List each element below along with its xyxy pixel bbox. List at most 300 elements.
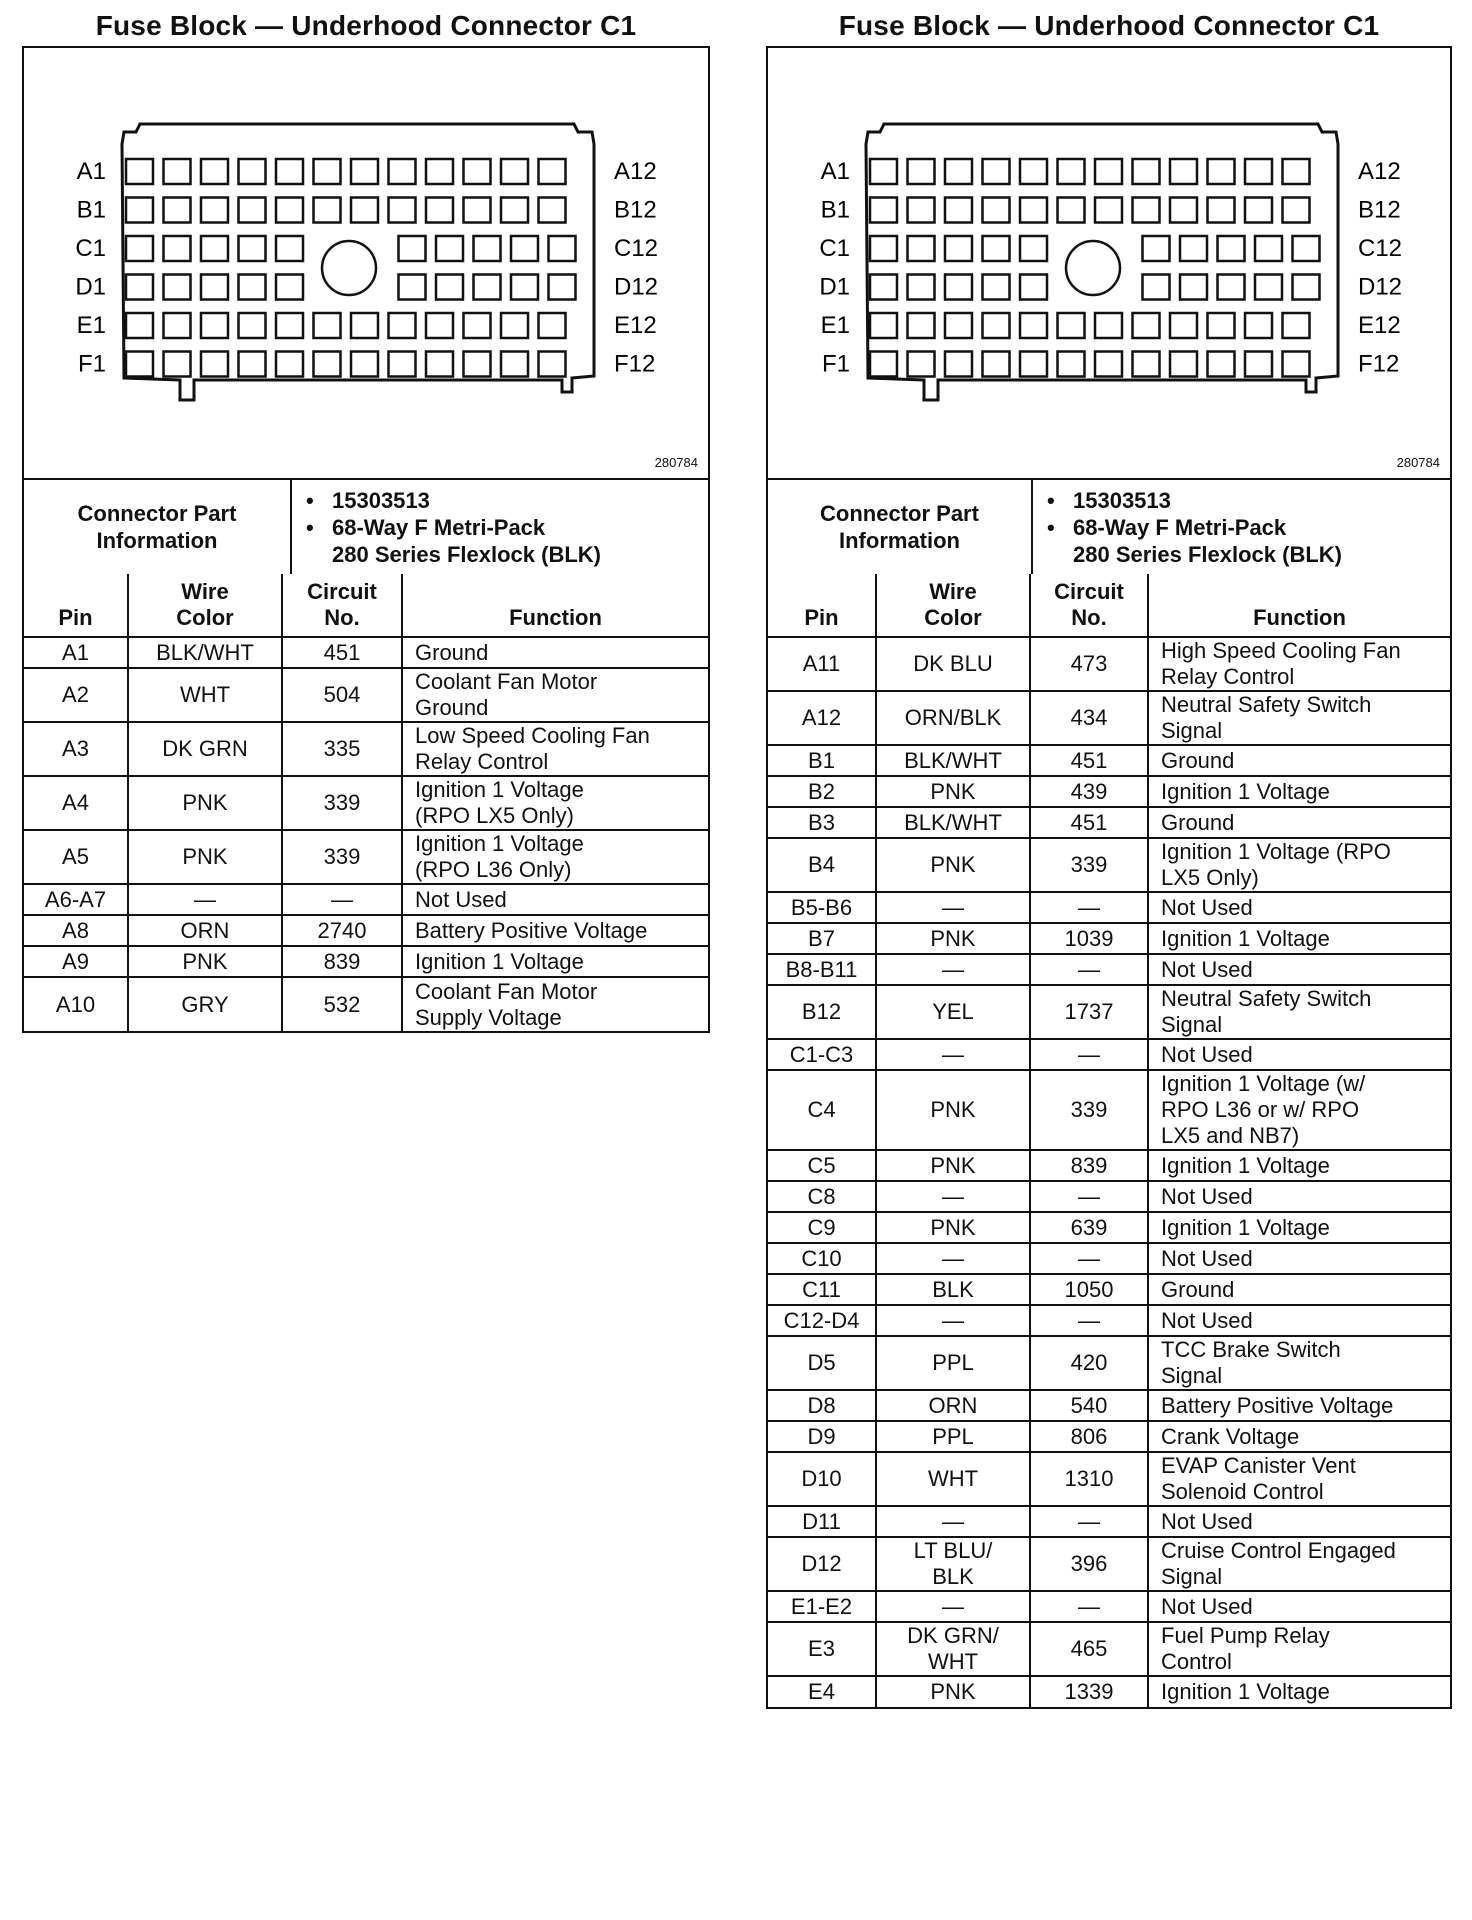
circuit-no-cell: 532 xyxy=(282,977,402,1031)
pin-cavity xyxy=(1095,198,1122,223)
row-label-left: B1 xyxy=(820,196,850,224)
pin-cavity xyxy=(426,313,453,338)
function-cell: Coolant Fan Motor Supply Voltage xyxy=(402,977,708,1031)
pin-cavity xyxy=(983,275,1010,300)
pin-cavity xyxy=(1133,313,1160,338)
pin-cavity xyxy=(1143,275,1170,300)
table-row xyxy=(768,954,1450,985)
table-row xyxy=(768,1506,1450,1537)
function-cell: Ignition 1 Voltage (RPO LX5 Only) xyxy=(402,776,708,830)
circuit-no-cell: 396 xyxy=(1030,1537,1148,1591)
table-row xyxy=(24,830,708,884)
pin-cavity xyxy=(464,352,491,377)
connector-sheet xyxy=(766,46,1452,1709)
pin-cavity xyxy=(389,159,416,184)
row-label-left: A1 xyxy=(820,158,850,185)
pin-cavity xyxy=(1208,313,1235,338)
connector-face xyxy=(75,124,658,400)
row-label-right: E12 xyxy=(1358,312,1401,339)
pin-cavity xyxy=(501,198,528,223)
pin-cell: E1-E2 xyxy=(768,1591,876,1622)
pin-cavity xyxy=(1245,313,1272,338)
pin-cavity xyxy=(549,275,576,300)
circuit-no-cell: 439 xyxy=(1030,776,1148,807)
pin-cavity xyxy=(1143,236,1170,261)
pin-table-body xyxy=(24,637,708,1031)
pin-cavity xyxy=(945,352,972,377)
pin-cavity xyxy=(276,159,303,184)
connector-face-svg xyxy=(768,48,1450,478)
pin-cell: B1 xyxy=(768,745,876,776)
circuit-no-cell: 1737 xyxy=(1030,985,1148,1039)
row-label-left: B1 xyxy=(76,196,106,224)
wire-color-cell: BLK/WHT xyxy=(876,745,1030,776)
circuit-no-cell: 465 xyxy=(1030,1622,1148,1676)
circuit-no-cell: 1339 xyxy=(1030,1676,1148,1707)
function-cell: Crank Voltage xyxy=(1148,1421,1450,1452)
pin-cavity xyxy=(276,275,303,300)
table-row xyxy=(24,946,708,977)
wire-color-cell: LT BLU/ BLK xyxy=(876,1537,1030,1591)
pin-cavity xyxy=(126,236,153,261)
circuit-no-cell: 434 xyxy=(1030,691,1148,745)
pin-cavity xyxy=(501,313,528,338)
function-cell: Battery Positive Voltage xyxy=(1148,1390,1450,1421)
table-row xyxy=(768,1591,1450,1622)
circuit-no-cell: 1050 xyxy=(1030,1274,1148,1305)
pin-cavity xyxy=(870,275,897,300)
function-cell: Ground xyxy=(1148,745,1450,776)
function-cell: Neutral Safety Switch Signal xyxy=(1148,985,1450,1039)
pin-cavity xyxy=(464,198,491,223)
wire-color-cell: — xyxy=(876,1039,1030,1070)
pin-cavity xyxy=(1058,198,1085,223)
pin-cell: C8 xyxy=(768,1181,876,1212)
circuit-no-cell: — xyxy=(1030,1506,1148,1537)
pin-cavity xyxy=(351,352,378,377)
wire-color-cell: WHT xyxy=(128,668,282,722)
pin-cell: D10 xyxy=(768,1452,876,1506)
connector-diagram xyxy=(24,48,708,480)
connector-diagram xyxy=(768,48,1450,480)
circuit-no-cell: 339 xyxy=(1030,838,1148,892)
pin-cavity xyxy=(870,352,897,377)
pin-cavity xyxy=(908,275,935,300)
circuit-no-cell: 540 xyxy=(1030,1390,1148,1421)
pin-cavity xyxy=(126,198,153,223)
wire-color-cell: DK GRN/ WHT xyxy=(876,1622,1030,1676)
circuit-no-cell: — xyxy=(1030,954,1148,985)
circuit-no-cell: 839 xyxy=(282,946,402,977)
table-row xyxy=(768,1452,1450,1506)
function-cell: Not Used xyxy=(1148,892,1450,923)
pin-cavity xyxy=(870,198,897,223)
table-row xyxy=(768,745,1450,776)
pin-cavity xyxy=(870,313,897,338)
pin-cavity xyxy=(1208,159,1235,184)
pin-cavity xyxy=(474,275,501,300)
pin-cavity xyxy=(436,275,463,300)
row-label-left: C1 xyxy=(75,235,106,262)
function-cell: Coolant Fan Motor Ground xyxy=(402,668,708,722)
pin-cavity xyxy=(983,236,1010,261)
pin-cavity xyxy=(1058,352,1085,377)
function-cell: Not Used xyxy=(1148,1181,1450,1212)
connector-info-label: Connector Part Information xyxy=(768,480,1032,574)
wire-color-cell: BLK/WHT xyxy=(128,637,282,668)
header-function: Function xyxy=(402,574,708,637)
pin-cavity xyxy=(1170,313,1197,338)
row-label-left: D1 xyxy=(75,273,106,301)
function-cell: Not Used xyxy=(1148,1243,1450,1274)
part-number: • 15303513 xyxy=(1047,487,1171,513)
wire-color-cell: YEL xyxy=(876,985,1030,1039)
pin-cavity xyxy=(983,352,1010,377)
connector-info-table xyxy=(24,480,708,574)
pin-cavity xyxy=(1218,236,1245,261)
pin-cell: D12 xyxy=(768,1537,876,1591)
function-cell: Neutral Safety Switch Signal xyxy=(1148,691,1450,745)
part-number: • 15303513 xyxy=(306,487,430,513)
wire-color-cell: PPL xyxy=(876,1336,1030,1390)
row-label-right: D12 xyxy=(1358,273,1403,301)
left-panel xyxy=(22,6,710,1033)
pin-cavity xyxy=(1255,275,1282,300)
pin-cavity xyxy=(314,313,341,338)
pin-cavity xyxy=(1218,275,1245,300)
pin-cell: D5 xyxy=(768,1336,876,1390)
pin-cavity xyxy=(1245,198,1272,223)
circuit-no-cell: — xyxy=(1030,892,1148,923)
row-label-right: D12 xyxy=(614,273,659,301)
pin-cavity xyxy=(464,159,491,184)
row-label-left: F1 xyxy=(821,350,850,378)
pin-cavity xyxy=(1020,236,1047,261)
pin-cavity xyxy=(164,313,191,338)
wire-color-cell: PNK xyxy=(876,838,1030,892)
pin-cavity xyxy=(436,236,463,261)
table-row xyxy=(768,691,1450,745)
table-row xyxy=(768,1150,1450,1181)
table-row xyxy=(768,1212,1450,1243)
pin-cavity xyxy=(239,275,266,300)
header-pin: Pin xyxy=(768,574,876,637)
connector-description: • 68-Way F Metri-Pack xyxy=(306,514,546,540)
circuit-no-cell: 504 xyxy=(282,668,402,722)
pin-cavity xyxy=(1255,236,1282,261)
table-row xyxy=(24,977,708,1031)
pin-cavity xyxy=(983,313,1010,338)
table-row xyxy=(768,807,1450,838)
function-cell: Ignition 1 Voltage xyxy=(402,946,708,977)
function-cell: Ignition 1 Voltage xyxy=(1148,1676,1450,1707)
pin-cavity xyxy=(1095,159,1122,184)
wire-color-cell: — xyxy=(876,1591,1030,1622)
wire-color-cell: ORN xyxy=(876,1390,1030,1421)
function-cell: Ignition 1 Voltage (w/ RPO L36 or w/ RPO LX5 and NB7) xyxy=(1148,1070,1450,1150)
pin-cell: A3 xyxy=(24,722,128,776)
pin-cavity xyxy=(511,275,538,300)
wire-color-cell: PNK xyxy=(128,830,282,884)
circuit-no-cell: 1039 xyxy=(1030,923,1148,954)
circuit-no-cell: 839 xyxy=(1030,1150,1148,1181)
pin-cell: C11 xyxy=(768,1274,876,1305)
pin-cavity xyxy=(389,352,416,377)
pin-cell: A2 xyxy=(24,668,128,722)
function-cell: Low Speed Cooling Fan Relay Control xyxy=(402,722,708,776)
circuit-no-cell: 451 xyxy=(282,637,402,668)
connector-description: • 68-Way F Metri-Pack xyxy=(1047,514,1287,540)
pin-cavity xyxy=(164,198,191,223)
pin-cell: B12 xyxy=(768,985,876,1039)
pin-cavity xyxy=(239,352,266,377)
wire-color-cell: PNK xyxy=(128,946,282,977)
pin-cell: B7 xyxy=(768,923,876,954)
center-bolt-hole xyxy=(322,241,376,295)
circuit-no-cell: — xyxy=(282,884,402,915)
wire-color-cell: — xyxy=(876,892,1030,923)
row-label-right: B12 xyxy=(614,196,657,224)
table-row xyxy=(768,776,1450,807)
pin-cavity xyxy=(426,352,453,377)
wire-color-cell: ORN xyxy=(128,915,282,946)
pin-cavity xyxy=(908,236,935,261)
function-cell: Cruise Control Engaged Signal xyxy=(1148,1537,1450,1591)
connector-info-values: • 15303513 • 68-Way F Metri-Pack 280 Series Flexlock (BLK) xyxy=(1032,480,1450,574)
pin-cavity xyxy=(351,313,378,338)
pin-cavity xyxy=(314,159,341,184)
wire-color-cell: PNK xyxy=(876,776,1030,807)
table-row xyxy=(768,1305,1450,1336)
pin-cell: C10 xyxy=(768,1243,876,1274)
connector-face-svg xyxy=(24,48,708,478)
pin-cavity xyxy=(1058,159,1085,184)
circuit-no-cell: 420 xyxy=(1030,1336,1148,1390)
pin-cell: E4 xyxy=(768,1676,876,1707)
pin-cell: A9 xyxy=(24,946,128,977)
table-row xyxy=(24,722,708,776)
table-row xyxy=(768,1537,1450,1591)
function-cell: Not Used xyxy=(402,884,708,915)
figure-id: 280784 xyxy=(1396,455,1440,470)
connector-face xyxy=(819,124,1402,400)
pin-cell: E3 xyxy=(768,1622,876,1676)
pin-cell: A12 xyxy=(768,691,876,745)
pin-cell: D9 xyxy=(768,1421,876,1452)
wire-color-cell: PPL xyxy=(876,1421,1030,1452)
wire-color-cell: BLK/WHT xyxy=(876,807,1030,838)
function-cell: Fuel Pump Relay Control xyxy=(1148,1622,1450,1676)
function-cell: Ignition 1 Voltage (RPO L36 Only) xyxy=(402,830,708,884)
pin-cavity xyxy=(945,313,972,338)
pin-cavity xyxy=(1245,352,1272,377)
function-cell: Battery Positive Voltage xyxy=(402,915,708,946)
wire-color-cell: PNK xyxy=(876,1150,1030,1181)
row-label-right: F12 xyxy=(1358,350,1400,378)
pin-cell: A10 xyxy=(24,977,128,1031)
pin-cavity xyxy=(239,159,266,184)
row-label-left: A1 xyxy=(76,158,106,185)
row-label-right: F12 xyxy=(614,350,656,378)
pin-cavity xyxy=(945,275,972,300)
pin-cavity xyxy=(1170,198,1197,223)
pin-cell: C5 xyxy=(768,1150,876,1181)
pin-cavity xyxy=(1245,159,1272,184)
row-label-left: D1 xyxy=(819,273,850,301)
pin-cavity xyxy=(1133,159,1160,184)
function-cell: Ignition 1 Voltage xyxy=(1148,923,1450,954)
circuit-no-cell: — xyxy=(1030,1305,1148,1336)
table-row xyxy=(768,1070,1450,1150)
pin-cavity xyxy=(239,236,266,261)
pin-cavity xyxy=(126,313,153,338)
pin-cavity xyxy=(201,352,228,377)
table-row xyxy=(768,1676,1450,1707)
row-label-right: E12 xyxy=(614,312,657,339)
pin-cavity xyxy=(1020,352,1047,377)
pin-cavity xyxy=(1020,159,1047,184)
table-row xyxy=(24,915,708,946)
pin-cavity xyxy=(201,275,228,300)
circuit-no-cell: — xyxy=(1030,1243,1148,1274)
pin-cavity xyxy=(126,275,153,300)
circuit-no-cell: — xyxy=(1030,1591,1148,1622)
pin-cavity xyxy=(908,159,935,184)
pin-cavity xyxy=(399,236,426,261)
pin-table-header xyxy=(24,574,708,637)
function-cell: Not Used xyxy=(1148,1591,1450,1622)
header-wire-color: Wire Color xyxy=(876,574,1030,637)
pin-cavity xyxy=(945,198,972,223)
pin-cavity xyxy=(511,236,538,261)
pin-cavity xyxy=(201,159,228,184)
header-circuit-no: Circuit No. xyxy=(282,574,402,637)
wire-color-cell: GRY xyxy=(128,977,282,1031)
row-label-right: A12 xyxy=(614,158,657,185)
pin-cavity xyxy=(1283,352,1310,377)
function-cell: Ignition 1 Voltage xyxy=(1148,1150,1450,1181)
pin-cell: A11 xyxy=(768,637,876,691)
pin-table xyxy=(24,574,708,1031)
pin-cavity xyxy=(126,159,153,184)
header-pin: Pin xyxy=(24,574,128,637)
wire-color-cell: — xyxy=(876,1305,1030,1336)
pin-table-header xyxy=(768,574,1450,637)
row-label-left: F1 xyxy=(77,350,106,378)
pin-cell: C4 xyxy=(768,1070,876,1150)
circuit-no-cell: 339 xyxy=(282,776,402,830)
pin-table xyxy=(768,574,1450,1707)
table-row xyxy=(768,1039,1450,1070)
circuit-no-cell: — xyxy=(1030,1039,1148,1070)
center-bolt-hole xyxy=(1066,241,1120,295)
row-label-right: C12 xyxy=(1358,235,1403,262)
pin-cavity xyxy=(1095,313,1122,338)
function-cell: Ignition 1 Voltage xyxy=(1148,1212,1450,1243)
circuit-no-cell: 335 xyxy=(282,722,402,776)
pin-cavity xyxy=(870,159,897,184)
pin-cavity xyxy=(239,198,266,223)
header-function: Function xyxy=(1148,574,1450,637)
pin-cavity xyxy=(426,159,453,184)
circuit-no-cell: 473 xyxy=(1030,637,1148,691)
table-row xyxy=(768,1421,1450,1452)
row-label-left: C1 xyxy=(819,235,850,262)
row-label-left: E1 xyxy=(820,312,850,339)
pin-cell: A5 xyxy=(24,830,128,884)
pin-cavity xyxy=(464,313,491,338)
circuit-no-cell: — xyxy=(1030,1181,1148,1212)
pin-cell: A6-A7 xyxy=(24,884,128,915)
pin-cavity xyxy=(908,313,935,338)
row-label-right: A12 xyxy=(1358,158,1401,185)
pin-cell: C1-C3 xyxy=(768,1039,876,1070)
pin-cavity xyxy=(314,352,341,377)
pin-cavity xyxy=(1133,352,1160,377)
table-row xyxy=(768,1181,1450,1212)
circuit-no-cell: 1310 xyxy=(1030,1452,1148,1506)
pin-cavity xyxy=(501,352,528,377)
pin-cavity xyxy=(539,352,566,377)
table-row xyxy=(768,985,1450,1039)
function-cell: Not Used xyxy=(1148,954,1450,985)
wire-color-cell: — xyxy=(128,884,282,915)
wire-color-cell: — xyxy=(876,954,1030,985)
pin-cavity xyxy=(351,198,378,223)
table-row xyxy=(24,637,708,668)
pin-cavity xyxy=(1283,198,1310,223)
pin-cell: B3 xyxy=(768,807,876,838)
connector-info-table xyxy=(768,480,1450,574)
wire-color-cell: — xyxy=(876,1181,1030,1212)
wire-color-cell: DK GRN xyxy=(128,722,282,776)
table-row xyxy=(768,1622,1450,1676)
pin-cavity xyxy=(983,198,1010,223)
pin-cell: B4 xyxy=(768,838,876,892)
function-cell: Ground xyxy=(1148,807,1450,838)
connector-sheet xyxy=(22,46,710,1033)
pin-cavity xyxy=(539,198,566,223)
circuit-no-cell: 339 xyxy=(282,830,402,884)
circuit-no-cell: 339 xyxy=(1030,1070,1148,1150)
pin-cavity xyxy=(201,313,228,338)
connector-info-values: • 15303513 • 68-Way F Metri-Pack 280 Series Flexlock (BLK) xyxy=(291,480,708,574)
pin-cavity xyxy=(908,352,935,377)
function-cell: EVAP Canister Vent Solenoid Control xyxy=(1148,1452,1450,1506)
pin-cavity xyxy=(164,159,191,184)
pin-cell: B8-B11 xyxy=(768,954,876,985)
pin-cavity xyxy=(389,313,416,338)
wire-color-cell: WHT xyxy=(876,1452,1030,1506)
panel-title: Fuse Block — Underhood Connector C1 xyxy=(95,10,637,41)
table-row xyxy=(768,1390,1450,1421)
pin-cavity xyxy=(945,236,972,261)
pin-cavity xyxy=(908,198,935,223)
pin-cavity xyxy=(1170,159,1197,184)
circuit-no-cell: 451 xyxy=(1030,807,1148,838)
pin-cavity xyxy=(983,159,1010,184)
pin-cavity xyxy=(1058,313,1085,338)
pin-cell: A8 xyxy=(24,915,128,946)
function-cell: Not Used xyxy=(1148,1305,1450,1336)
pin-cavity xyxy=(474,236,501,261)
pin-cavity xyxy=(276,236,303,261)
pin-cavity xyxy=(870,236,897,261)
pin-cell: C9 xyxy=(768,1212,876,1243)
pin-cavity xyxy=(164,275,191,300)
pin-cell: B2 xyxy=(768,776,876,807)
table-row xyxy=(768,1274,1450,1305)
